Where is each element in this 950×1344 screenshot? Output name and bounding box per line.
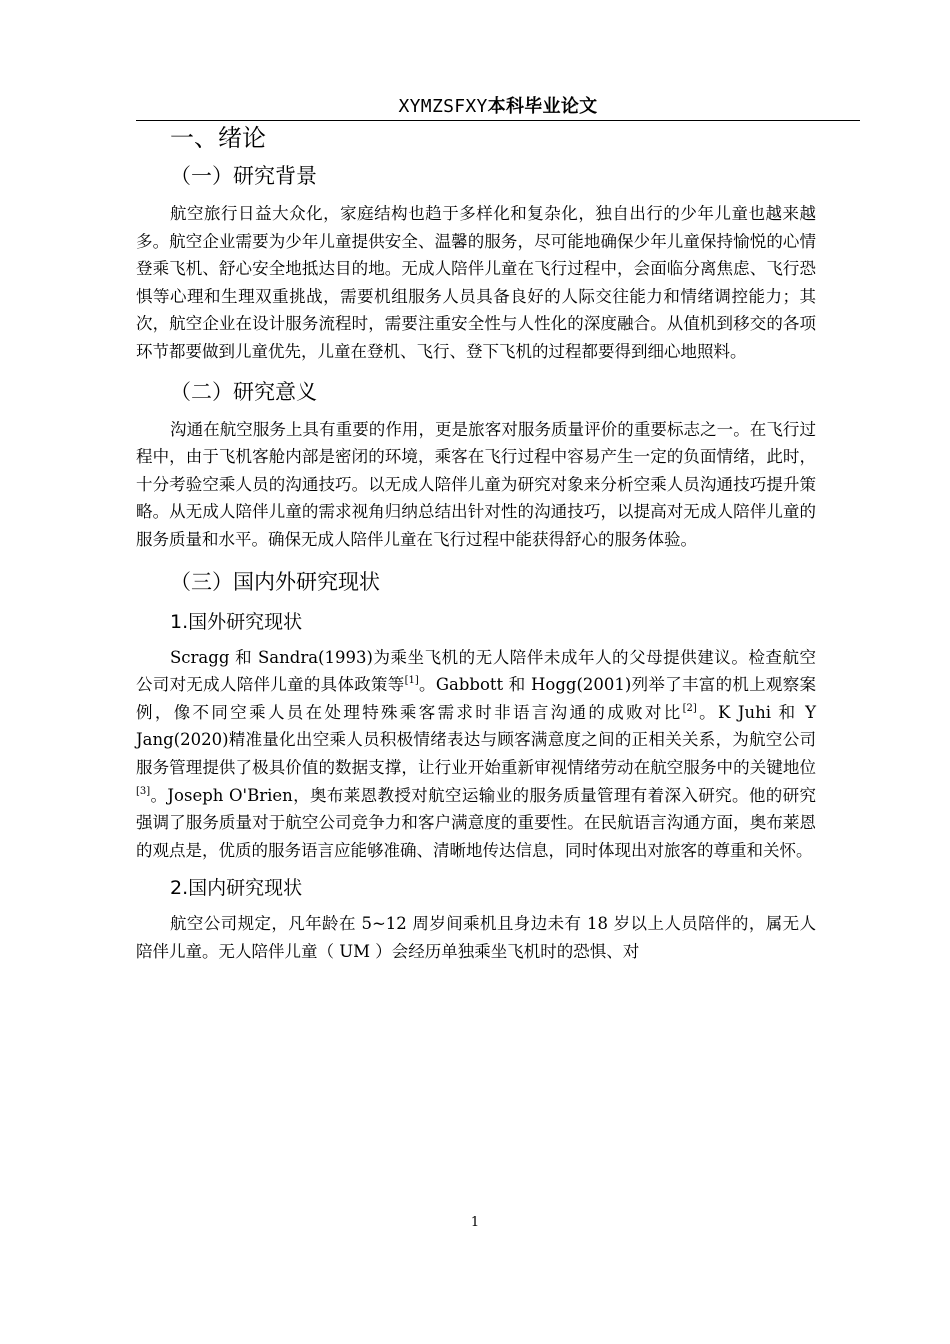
citation-1: [1] [404, 675, 419, 687]
paragraph-foreign [136, 644, 816, 865]
page-header [136, 92, 860, 121]
paragraph-significance: 沟通在航空服务上具有重要的作用，更是旅客对服务质量评价的重要标志之一。在飞行过程中，由于飞机客舱内部是密闭的环境，乘客在飞行过程中容易产生一定的负面情绪，此时，十分考验空乘人员的沟通技巧。以无成人陪伴儿童为研究对象来分析空乘人员沟通技巧提升策略。从无成人陪伴儿童的需求视角归纳总结出针对性的沟通技巧，以提高对无成人陪伴儿童的服务质量和水平。确保无成人陪伴儿童在飞行过程中能获得舒心的服务体验。 [136, 419, 816, 549]
citation-3: [3] [136, 785, 151, 797]
chapter-title: 一、绪论 [170, 124, 266, 152]
foreign-text-3: 。K Juhi 和 Y Jang(2020)精准量化出空乘人员积极情绪表达与顾客满意度之间的正相关关系，为航空公司服务管理提供了极具价值的数据支撑，让行业开始重新审视情绪劳动在航空服务中的关键地位 [136, 702, 816, 777]
page-number: 1 [470, 1215, 480, 1230]
header-title: 本科毕业论文 [487, 96, 598, 117]
paragraph-domestic: 航空公司规定，凡年龄在 5~12 周岁间乘机且身边未有 18 岁以上人员陪伴的，属无人陪伴儿童。无人陪伴儿童（ UM ）会经历单独乘坐飞机时的恐惧、对 [136, 914, 816, 961]
paragraph-background: 航空旅行日益大众化，家庭结构也趋于多样化和复杂化，独自出行的少年儿童也越来越多。航空企业需要为少年儿童提供安全、温馨的服务，尽可能地确保少年儿童保持愉悦的心情登乘飞机、舒心安全地抵达目的地。无成人陪伴儿童在飞行过程中，会面临分离焦虑、飞行恐惧等心理和生理双重挑战，需要机组服务人员具备良好的人际交往能力和情绪调控能力；其次，航空企业在设计服务流程时，需要注重安全性与人性化的深度融合。从值机到移交的各项环节都要做到儿童优先，儿童在登机、飞行、登下飞机的过程都要得到细心地照料。 [136, 204, 816, 361]
subsection-title-domestic: 2.国内研究现状 [170, 877, 303, 900]
section-title-significance: （二）研究意义 [170, 379, 317, 404]
section-title-background: （一）研究背景 [170, 164, 317, 188]
foreign-text-2: 。Gabbott 和 Hogg(2001)列举了丰富的机上观察案例，像不同空乘人员在处理特殊乘客需求时非语言沟通的成败对比 [136, 675, 816, 722]
subsection-title-foreign: 1.国外研究现状 [170, 610, 303, 633]
foreign-text-1: Scragg 和 Sandra(1993)为乘坐飞机的无人陪伴未成年人的父母提供建议。检查航空公司对无成人陪伴儿童的具体政策等 [136, 647, 816, 695]
foreign-text-4: 。Joseph O'Brien，奥布莱恩教授对航空运输业的服务质量管理有着深入研究。他的研究强调了服务质量对于航空公司竞争力和客户满意度的重要性。在民航语言沟通方面，奥布莱恩的观点是，优质的服务语言应能够准确、清晰地传达信息，同时体现出对旅客的尊重和关怀。 [136, 785, 816, 860]
body-content [136, 118, 816, 965]
header-code: XYMZSFXY [398, 96, 488, 117]
section-title-research-status: （三）国内外研究现状 [170, 569, 380, 594]
citation-2: [2] [682, 702, 697, 714]
